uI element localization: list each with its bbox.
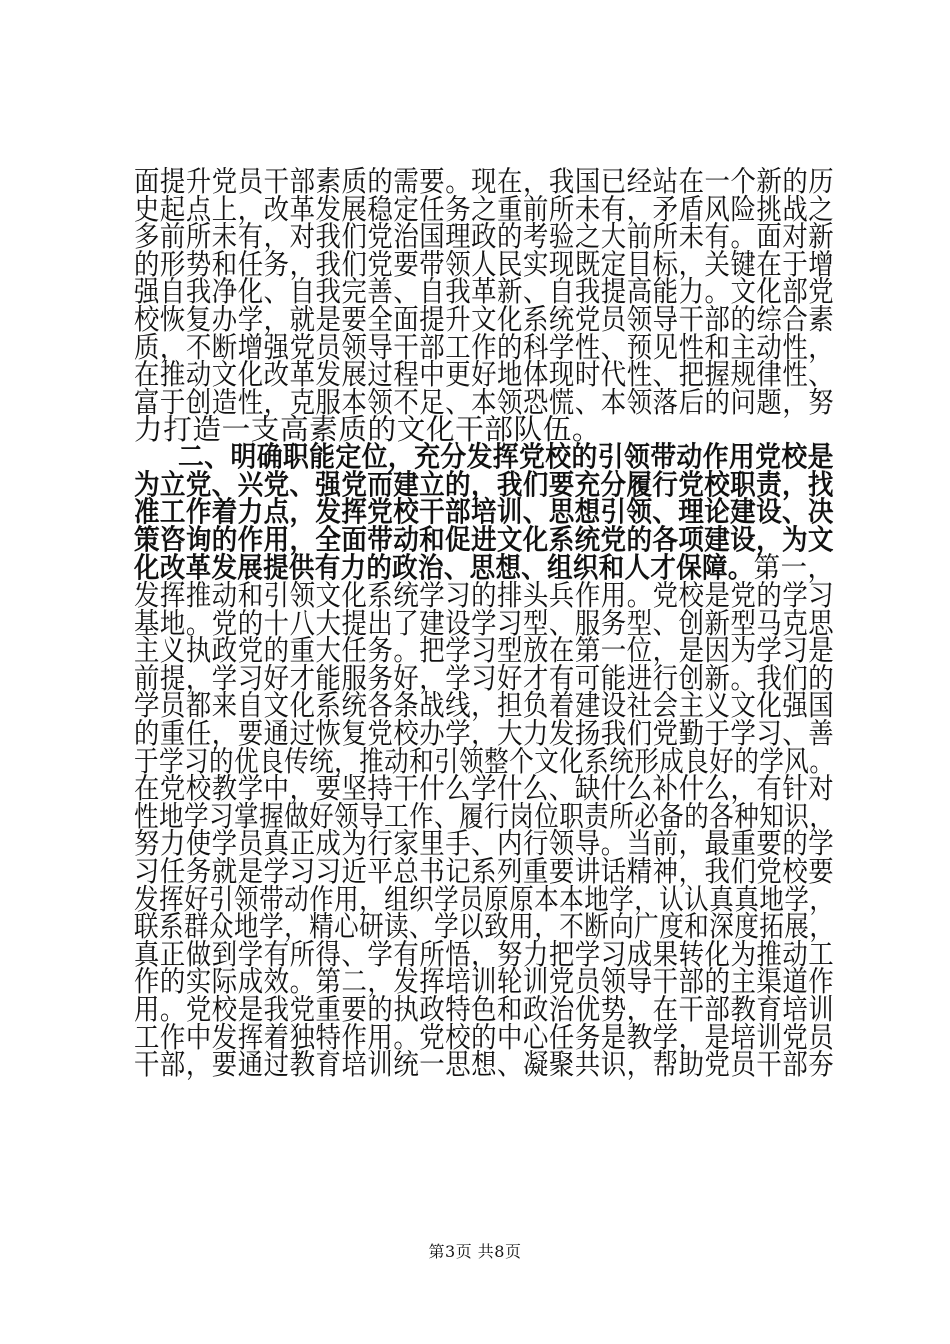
body-line: 的重任，要通过恢复党校办学，大力发扬我们党勤于学习、善 (134, 716, 835, 750)
section-heading-line: 策咨询的作用，全面带动和促进文化系统党的各项建设，为文 (134, 522, 834, 556)
section-heading-tail: 化改革发展提供有力的政治、思想、组织和人才保障。 (134, 551, 754, 585)
body-line: 发挥好引领带动作用，组织学员原原本本地学，认认真真地学， (134, 881, 835, 916)
body-line: 史起点上，改革发展稳定任务之重前所未有，矛盾风险挑战之 (134, 191, 835, 226)
body-line: 面提升党员干部素质的需要。现在，我国已经站在一个新的历 (134, 164, 835, 198)
body-line: 真正做到学有所得、学有所悟，努力把学习成果转化为推动工 (134, 936, 835, 971)
body-line: 联系群众地学，精心研读、学以致用，不断向广度和深度拓展， (134, 909, 835, 944)
section-heading-line: 二、明确职能定位，充分发挥党校的引领带动作用党校是 (178, 440, 834, 473)
body-line: 多前所未有，对我们党治国理政的考验之大前所未有。面对新 (134, 219, 835, 254)
body-line: 学员都来自文化系统各条战线，担负着建设社会主义文化强国 (134, 688, 835, 723)
body-line: 力打造一支高素质的文化干部队伍。 (134, 412, 602, 447)
section-heading-line: 为立党、兴党、强党而建立的，我们要充分履行党校职责，找 (134, 467, 834, 501)
body-line: 的形势和任务，我们党要带领人民实现既定目标，关键在于增 (134, 246, 835, 281)
body-line: 于学习的优良传统，推动和引领整个文化系统形成良好的学风。 (134, 743, 835, 778)
body-line: 校恢复办学，就是要全面提升文化系统党员领导干部的综合素 (134, 302, 835, 336)
body-line: 工作中发挥着独特作用。党校的中心任务是教学，是培训党员 (134, 1019, 835, 1054)
body-line: 努力使学员真正成为行家里手、内行领导。当前，最重要的学 (134, 826, 835, 861)
body-line: 前提，学习好才能服务好，学习好才有可能进行创新。我们的 (134, 660, 835, 695)
body-line: 在推动文化改革发展过程中更好地体现时代性、把握规律性、 (134, 357, 835, 392)
body-line: 发挥推动和引领文化系统学习的排头兵作用。党校是党的学习 (134, 578, 835, 612)
body-line: 在党校教学中，要坚持干什么学什么、缺什么补什么，有针对 (134, 771, 835, 806)
body-line: 主义执政党的重大任务。把学习型放在第一位，是因为学习是 (134, 633, 835, 668)
body-line-tail: 第一， (753, 550, 835, 585)
body-line: 富于创造性，克服本领不足、本领恐慌、本领落后的问题，努 (134, 384, 835, 419)
body-line: 用。党校是我党重要的执政特色和政治优势，在干部教育培训 (134, 992, 835, 1026)
section-heading-line: 准工作着力点，发挥党校干部培训、思想引领、理论建设、决 (134, 495, 834, 529)
body-line: 强自我净化、自我完善、自我革新、自我提高能力。文化部党 (134, 274, 835, 309)
page-number-footer: 第3页 共8页 (428, 1242, 522, 1261)
body-line: 性地学习掌握做好领导工作、履行岗位职责所必备的各种知识， (134, 798, 835, 833)
body-line: 习任务就是学习习近平总书记系列重要讲话精神，我们党校要 (134, 854, 835, 888)
body-line: 干部，要通过教育培训统一思想、凝聚共识，帮助党员干部夯 (134, 1047, 835, 1082)
body-line: 质，不断增强党员领导干部工作的科学性、预见性和主动性， (134, 329, 835, 364)
body-line: 基地。党的十八大提出了建设学习型、服务型、创新型马克思 (134, 605, 835, 640)
body-line: 作的实际成效。第二，发挥培训轮训党员领导干部的主渠道作 (134, 964, 835, 999)
